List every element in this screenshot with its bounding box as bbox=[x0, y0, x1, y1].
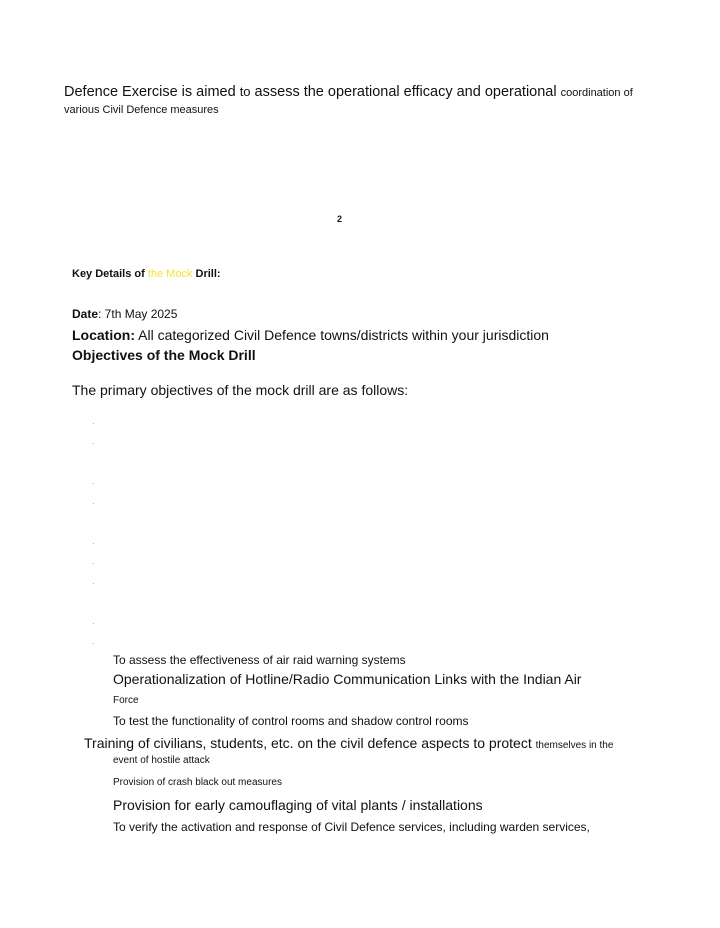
date-value: : 7th May 2025 bbox=[98, 307, 178, 321]
bullet-marker: · bbox=[92, 439, 95, 448]
objectives-heading: Objectives of the Mock Drill bbox=[72, 347, 256, 363]
objective-item: To verify the activation and response of Civil Defence services, including warden services, bbox=[113, 820, 590, 834]
page-number: 2 bbox=[337, 214, 343, 224]
objective-item: To test the functionality of control rooms and shadow control rooms bbox=[113, 714, 469, 728]
intro-text-4: coordination of bbox=[560, 87, 633, 99]
objective-item: Provision for early camouflaging of vital plants / installations bbox=[113, 797, 483, 813]
date-line bbox=[72, 307, 177, 321]
objective-item: Provision of crash black out measures bbox=[113, 777, 282, 788]
objective-item bbox=[84, 735, 613, 751]
objective-item-continuation: event of hostile attack bbox=[113, 755, 210, 766]
key-details-highlight: the Mock bbox=[147, 268, 193, 280]
objective-item: Operationalization of Hotline/Radio Communication Links with the Indian Air bbox=[113, 671, 582, 687]
key-details-heading bbox=[72, 268, 221, 280]
key-details-suffix: Drill: bbox=[192, 268, 221, 280]
bullet-marker: · bbox=[92, 479, 95, 488]
bullet-marker: · bbox=[92, 619, 95, 628]
objective-item-continuation: Force bbox=[113, 695, 139, 706]
key-details-prefix: Key Details of bbox=[72, 268, 148, 280]
date-label: Date bbox=[72, 307, 99, 321]
intro-text-1: Defence Exercise is aimed bbox=[64, 84, 240, 100]
primary-objectives-intro: The primary objectives of the mock drill are as follows: bbox=[72, 382, 409, 398]
location-line bbox=[72, 327, 549, 343]
bullet-marker: · bbox=[92, 419, 95, 428]
intro-paragraph-line-2: various Civil Defence measures bbox=[64, 104, 219, 116]
bullet-marker: · bbox=[92, 559, 95, 568]
bullet-marker: · bbox=[92, 539, 95, 548]
objective-item-tail: themselves in the bbox=[535, 740, 614, 751]
objective-item: To assess the effectiveness of air raid warning systems bbox=[113, 653, 406, 667]
location-label: Location: bbox=[72, 327, 135, 343]
bullet-marker: · bbox=[92, 579, 95, 588]
bullet-marker: · bbox=[92, 499, 95, 508]
bullet-marker: · bbox=[92, 639, 95, 648]
intro-text-3: assess the operational efficacy and operational bbox=[250, 84, 561, 100]
location-value: All categorized Civil Defence towns/districts within your jurisdiction bbox=[135, 327, 549, 343]
objective-item-main: Training of civilians, students, etc. on the civil defence aspects to protect bbox=[84, 735, 532, 751]
intro-paragraph-line-1 bbox=[64, 84, 633, 100]
intro-text-2: to bbox=[239, 84, 251, 99]
